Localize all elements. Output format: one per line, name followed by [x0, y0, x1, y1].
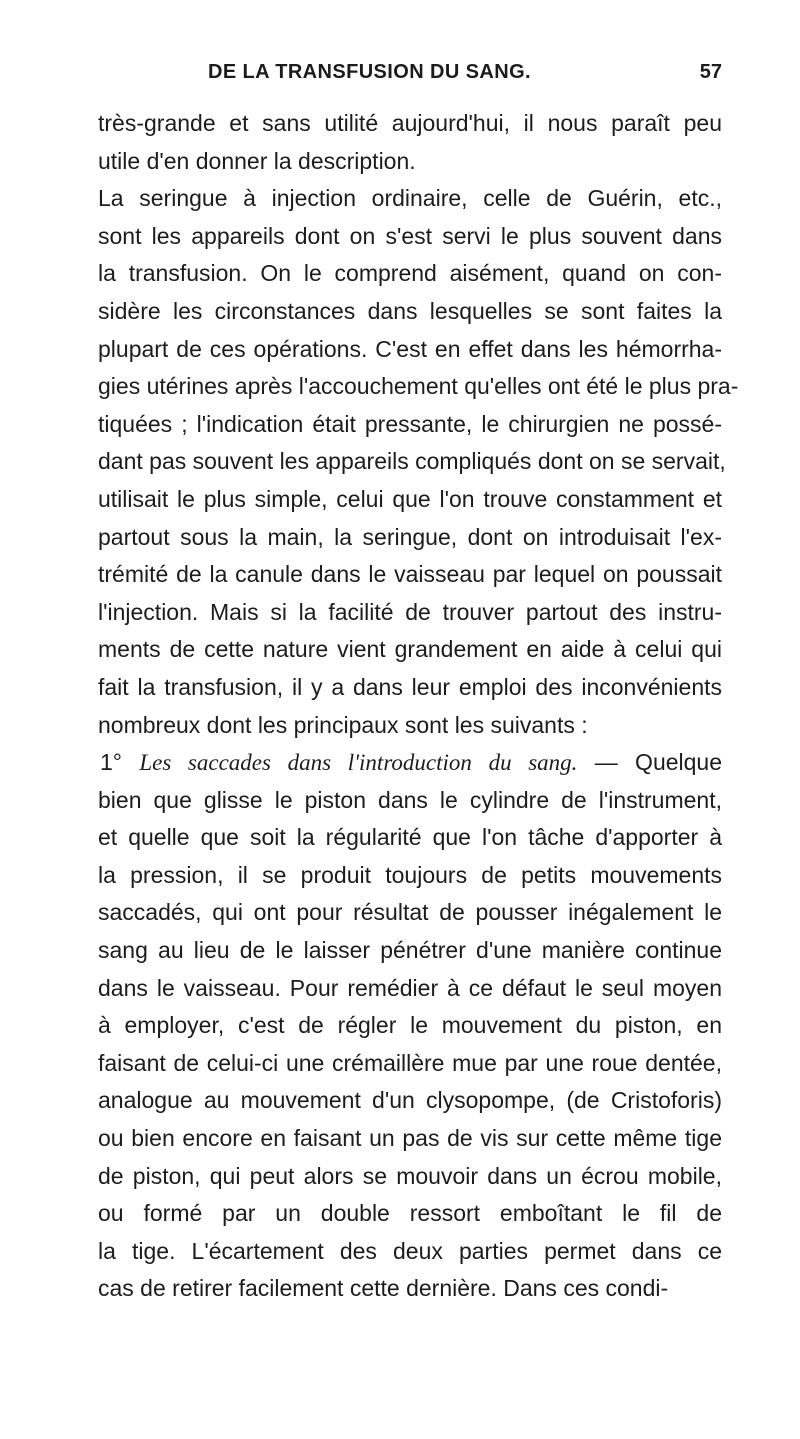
text-line: bien que glisse le piston dans le cylindre de l'instrument,: [98, 786, 722, 813]
text-line: partout sous la main, la seringue, dont on introduisait l'ex-: [98, 523, 722, 550]
text-line: la pression, il se produit toujours de petits mouvements: [98, 861, 722, 888]
text-line: ou formé par un double ressort emboîtant le fil de: [98, 1200, 722, 1227]
text-line: tiquées ; l'indication était pressante, le chirurgien ne possé-: [98, 410, 722, 437]
text-line: analogue au mouvement d'un clysopompe, (de Cristoforis): [98, 1087, 722, 1114]
text-line: utilisait le plus simple, celui que l'on trouve constamment et: [98, 485, 722, 512]
text-line: l'injection. Mais si la facilité de trouver partout des instru-: [98, 598, 722, 625]
text-line: nombreux dont les principaux sont les suivants :: [98, 711, 588, 738]
text-line: saccadés, qui ont pour résultat de pousser inégalement le: [98, 899, 722, 926]
text-line: sang au lieu de le laisser pénétrer d'une manière continue: [98, 937, 722, 964]
list-item-line: [98, 744, 722, 782]
text-line: la transfusion. On le comprend aisément, quand on con-: [98, 260, 722, 287]
text-line: dant pas souvent les appareils compliqués dont on se servait,: [98, 448, 726, 475]
text-line: très-grande et sans utilité aujourd'hui, il nous paraît peu: [98, 110, 722, 136]
text-line: de piston, qui peut alors se mouvoir dans un écrou mobile,: [98, 1162, 722, 1189]
running-head: [98, 59, 722, 85]
text-line: faisant de celui-ci une crémaillère mue par une roue dentée,: [98, 1049, 722, 1076]
text-line: la tige. L'écartement des deux parties permet dans ce: [98, 1237, 722, 1264]
text-line: ments de cette nature vient grandement en aide à celui qui: [98, 636, 722, 663]
text-line: dans le vaisseau. Pour remédier à ce défaut le seul moyen: [98, 974, 722, 1001]
text-line: trémité de la canule dans le vaisseau par lequel on poussait: [98, 561, 722, 588]
text-line: sont les appareils dont on s'est servi le plus souvent dans: [98, 222, 722, 249]
list-item-number: 1°: [100, 749, 122, 776]
text-line: fait la transfusion, il y a dans leur emploi des inconvénients: [98, 673, 722, 700]
text-line: utile d'en donner la description.: [98, 147, 416, 174]
page-number: 57: [699, 61, 722, 83]
running-title: DE LA TRANSFUSION DU SANG.: [208, 61, 531, 83]
list-item-title: Les saccades dans l'introduction du sang.: [139, 750, 578, 776]
text-line: ou bien encore en faisant un pas de vis sur cette même tige: [98, 1125, 722, 1152]
text-line: gies utérines après l'accouchement qu'elles ont été le plus pra-: [98, 373, 739, 400]
text-line: sidère les circonstances dans lesquelles se sont faites la: [98, 297, 722, 324]
text-line: plupart de ces opérations. C'est en effet dans les hémorrha-: [98, 335, 722, 362]
body-text: [98, 105, 739, 1308]
text-line: à employer, c'est de régler le mouvement du piston, en: [98, 1012, 722, 1039]
text-line: cas de retirer facilement cette dernière. Dans ces condi-: [98, 1275, 669, 1302]
list-item-dash: — Quelque: [594, 749, 723, 776]
text-line: et quelle que soit la régularité que l'on tâche d'apporter à: [98, 824, 722, 851]
text-line: La seringue à injection ordinaire, celle de Guérin, etc.,: [98, 185, 722, 212]
